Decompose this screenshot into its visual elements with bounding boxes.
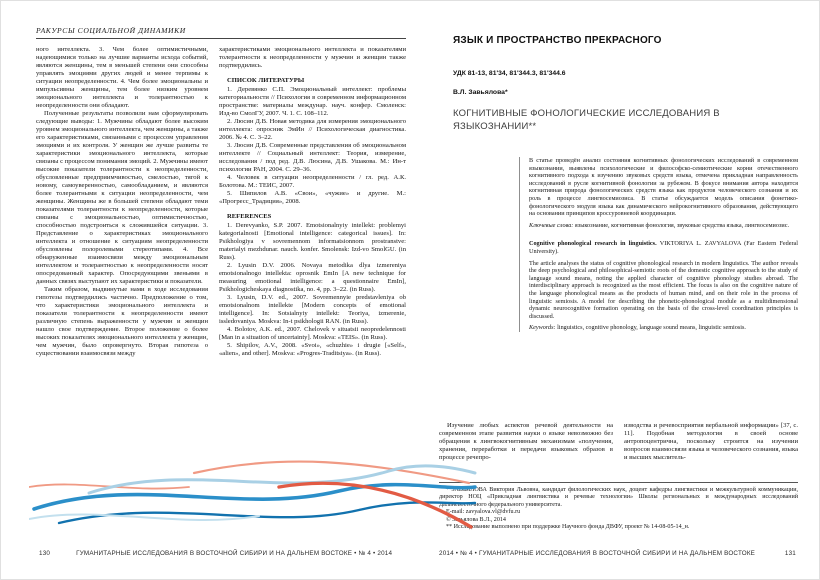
footnote-author-bio: * ЗАВЬЯЛОВА Виктория Львовна, кандидат филологических наук, доцент кафедры лингвистики и межкультурной коммуникации, директор НОЦ «Прикладная лингвистика и речевые технологии» Школы региональных и международных исследований Дальневосточного федерального университета. [439,487,798,508]
wave-decoration [29,453,477,549]
literature-heading: СПИСОК ЛИТЕРАТУРЫ [227,77,305,84]
journal-title-footer: 2014 • № 4 • ГУМАНИТАРНЫЕ ИССЛЕДОВАНИЯ В ВОСТОЧНОЙ СИБИРИ И НА ДАЛЬНЕМ ВОСТОКЕ [439,550,756,557]
reference-item: 3. Lyusin, D.V. ed., 2007. Sovremennyie predstavleniya ob emotsionalnom intellekte [Modern concepts of emotional intelligence]. In: Sotsialnyiy intellekt: Teoriya, izmerenie, issledovaniya. Moskva: In-t psikhologii RAN. (in Russ). [219,294,406,325]
udc-code: УДК 81-13, 81'34, 81'344.3, 81'344.6 [453,70,566,77]
article-title: КОГНИТИВНЫЕ ФОНОЛОГИЧЕСКИЕ ИССЛЕДОВАНИЯ В ЯЗЫКОЗНАНИИ** [453,108,720,132]
abstract-block [519,157,798,332]
body-paragraph: изводства и речевосприятия вербальной информации» [37, с. 11]. Подобная методология в своей основе антропоцентрична, поскольку строится на изучении вопросов взаимосвязи языка и человеческого сознания, языка и высших мыслитель- [624,422,798,461]
abstract-en-author: VIKTORIYA L. ZAVYALOVA (Far Eastern Federal University). [529,240,799,255]
page-number: 131 [784,550,796,557]
literature-item: 5. Шипилов А.В. «Свои», «чужие» и другие. М.: «Прогресс_Традиция», 2008. [219,190,406,205]
body-paragraph: Полученные результаты позволили нам сформулировать следующие выводы: 1. Мужчины обладают более высоким уровнем эмоционального интеллекта, чем женщины, а также его характеристиками, связанными с процессом управления эмоциями и их контроля. У женщин же лучше развиты те характеристики эмоционального интеллекта, которые связаны с процессом понимания эмоций. 2. Мужчины имеют высокие показатели толерантности к неопределенности, обусловленные предприимчивостью, смелостью, тягой к новому, самоуверенностью, самообладанием, и являются более толерантными к ситуации неопределенности, чем женщины. Женщины же в большей степени обладают теми показателями толерантности к неопределенности, которые связаны с эмоциональностью, оптимистичностью, способностью подстроиться к сложившейся ситуации. 3. Представление о характеристиках эмоционального интеллекта и отношение к ситуациям неопределенности обусловлены полоролевыми стереотипами. 4. Все обнаруженные взаимосвязи между эмоциональным интеллектом и толерантностью к неопределенности носят опосредованный характер. Опосредующими звеньями в данных связях выступают их характеристики и показатели. [36,110,208,285]
wave-stroke-red [279,483,471,527]
reference-item: 5. Shipilov, A.V., 2008. «Svoi», «chuzhie» i drugie [«Self», «alien», and other]. Moskva: «Progres-Traditsiya». (in Russ). [219,342,406,357]
left-page-text-columns [36,46,406,358]
footnote-copyright: © Завьялова В.Л., 2014 [446,516,506,523]
footnote-email: E-mail: zavyalova.vl@dvfu.ru [446,509,521,516]
body-paragraph: Изучение любых аспектов речевой деятельности на современном этапе развития науки о языке невозможно без обращения к лингвокогнитивным механизмам «получения, хранения, переработки и передачи языковых образов в процессе речепро- [439,422,613,461]
left-column-2 [219,46,406,358]
abstract-en-title: Cognitive phonological research in linguistics. [529,240,657,248]
body-paragraph: характеристиками эмоционального интеллекта и показателями толерантности к неопределенности у мужчин и женщин также подтвердились. [219,46,406,69]
keywords-label-ru: Ключевые слова: [529,221,574,229]
literature-item: 4. Человек в ситуации неопределенности / гл. ред. А.К. Болотова. М.: ТЕИС, 2007. [219,174,406,189]
references-heading: REFERENCES [227,213,272,220]
footnote-funding: ** Исследование выполнено при поддержке Научного фонда ДВФУ, проект № 14-08-05-14_н. [446,524,690,531]
keywords-text-en: linguistics, cognitive phonology, language sound means, linguistic semiosis. [555,324,746,332]
left-column-1 [36,46,208,358]
keywords-text-ru: языкознание, когнитивная фонология, звуковые средства языка, лингвосемиозис. [573,221,790,229]
left-page-footer [39,550,411,558]
reference-item: 4. Bolotov, A.K. ed., 2007. Chelovek v situatsii neopredelennosti [Man in a situation of uncertainty]. Moskva: «TEIS». (in Russ). [219,326,406,341]
abstract-russian: В статье проведён анализ состояния когнитивных фонологических исследований в современном языкознании, выявлены психологические и философско-семиотические корни отечественного когнитивного подхода к изучению звуковых средств языка, отмечена прикладная направленность исследований в русле когнитивной фонологии за рубежом. В фокусе внимания автора находится когнитивная природа фонологических средств языка как продуктов человеческого сознания и их роль в процессе лингвосемиозиса. В статье обсуждается модель описания фонетико-фонологического модуля языка как динамического нейрокогнитивного образования, действующего на основании принципов кроссуровневой координации. [529,157,798,218]
right-page-text-columns [439,422,798,462]
page-number: 130 [39,550,51,557]
abstract-english: The article analyses the status of cognitive phonological research in modern linguistics. The author reveals the deep psychological and philosophical-semiotic roots of the domestic cognitive approach to the study of language sound means, noting the applied character of cognitive phonology studies abroad. The interdisciplinary approach is recognized as the most efficient. The focus is also on the cognitive nature of the language phonological means as the products of human mind, and on their role in the process of linguistic semiosis. A model for describing the phonetic-phonological module as a multidimensional dynamic neurocognitive formation operating on the basis of the cross-level coordination principles is discussed. [529,259,798,320]
right-page-footer [439,550,796,558]
right-column-2 [624,422,798,462]
keywords-russian [529,222,798,230]
abstract-english-heading [529,240,798,255]
literature-item: 3. Люсин Д.В. Современные представления об эмоциональном интеллекте // Социальный интеллект: Теория, измерение, исследования / под ред. Д.В. Люсина, Д.В. Ушакова. М.: Ин-т психологии РАН, 2004. С. 29–36. [219,142,406,173]
journal-title-footer: ГУМАНИТАРНЫЕ ИССЛЕДОВАНИЯ В ВОСТОЧНОЙ СИБИРИ И НА ДАЛЬНЕМ ВОСТОКЕ • № 4 • 2014 [76,550,393,557]
wave-stroke-deepblue [59,502,475,523]
literature-item: 1. Деревянко С.П. Эмоциональный интеллект: проблемы категориальности // Психология в современном информационном пространстве: материалы междунар. науч. конфер. Смоленск: Изд-во СмолГУ, 2007. Ч. 1. С. 108–112. [219,86,406,117]
running-head-rule [36,38,406,39]
body-paragraph: Таким образом, выдвинутые нами в ходе исследования гипотезы подтвердились частично. Предположение о том, что характеристики эмоционального интеллекта и показатели толерантности к неопределенности имеют различную степень выраженности у мужчин и женщин нашло свое подтверждение. Второе положение о более высоких показателях эмоционального интеллекта у женщин, чем мужчин, было опровергнуто. Вторая гипотеза о существовании взаимосвязи между [36,286,208,357]
footnote-separator [439,482,798,483]
reference-item: 2. Lyusin D.V. 2006. Novaya metodika dlya izmereniya emotsionalnogo intellekta: oprosnik EmIn [A new technique for measuring emotional intelligence: a questionnaire EmIn], Psikhologicheskaya diagnostika, no. 4, pp. 3–22. (in Russ). [219,262,406,293]
keywords-english [529,324,798,332]
keywords-label-en: Keywords: [529,324,556,332]
reference-item: 1. Derevyanko, S.P. 2007. Emotsionalnyiy intellekt: problemyi kategorialnosti [Emotional intelligence: categorical issues]. In: Psikhologiya v sovremennom informatsionnom prostranstve: materialyi mezhdunar. nauch. konfer. Smolensk: Izd-vo SmolGU. (in Russ). [219,222,406,261]
literature-item: 2. Люсин Д.В. Новая методика для измерения эмоционального интеллекта: опросник ЭмИн // Психологическая диагностика. 2006. № 4. С. 3–22. [219,118,406,141]
body-paragraph: ного интеллекта. 3. Чем более оптимистичными, надеющимися только на лучшие варианты исхода событий, являются женщины, тем в меньшей степени они способны управлять эмоциями других людей и менее терпимы к ситуации неопределенности. 4. Чем более эмоциональны и импульсивны женщины, тем более низким уровнем эмоционального интеллекта и толерантностью к неопределенности они обладают. [36,46,208,109]
right-column-1 [439,422,613,462]
section-title: ЯЗЫК И ПРОСТРАНСТВО ПРЕКРАСНОГО [453,35,662,46]
footnotes-block [439,487,798,531]
author-name: В.Л. Завьялова* [453,89,508,96]
running-head: РАКУРСЫ СОЦИАЛЬНОЙ ДИНАМИКИ [36,26,186,35]
